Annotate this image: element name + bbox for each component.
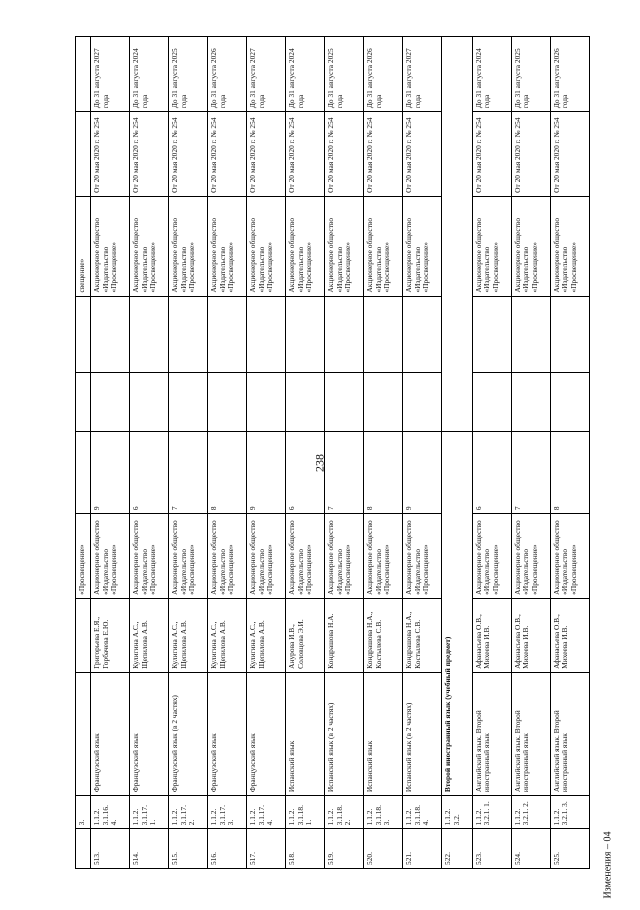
cell-publisher: Акционерное общество «Издательство «Просвещение» xyxy=(550,514,589,599)
cell-authors: Кондрашова Н.А., Костылева С.В. xyxy=(364,598,403,672)
cell-code: 1.1.2. 3.1.18. 3. xyxy=(364,796,403,829)
cell-num: 514. xyxy=(130,829,169,869)
table-row-continued xyxy=(76,37,91,869)
cell-order: От 20 мая 2020 г. № 254 xyxy=(130,112,169,197)
cell-class xyxy=(76,431,91,514)
cell-class: 6 xyxy=(130,431,169,514)
cell-authors xyxy=(76,598,91,672)
cell-empty xyxy=(550,296,589,372)
cell-publisher: Акционерное общество «Издательство «Просвещение» xyxy=(130,514,169,599)
footer-note xyxy=(600,820,616,910)
cell-empty xyxy=(472,296,511,372)
table-row xyxy=(364,37,403,869)
cell-empty xyxy=(76,296,91,372)
rotated-table-sheet xyxy=(75,36,590,869)
cell-publisher: Акционерное общество «Издательство «Просвещение» xyxy=(91,514,130,599)
cell-empty xyxy=(169,296,208,372)
cell-empty xyxy=(325,372,364,431)
cell-subject: Испанский язык xyxy=(364,672,403,795)
cell-date: До 31 августа 2027 года xyxy=(247,37,286,112)
cell-class: 7 xyxy=(511,431,550,514)
cell-publisher: Акционерное общество «Издательство «Просвещение» xyxy=(511,514,550,599)
cell-class: 6 xyxy=(472,431,511,514)
cell-num: 515. xyxy=(169,829,208,869)
cell-order: От 20 мая 2020 г. № 254 xyxy=(247,112,286,197)
cell-organization: свещение» xyxy=(76,196,91,296)
cell-class: 7 xyxy=(169,431,208,514)
cell-num: 518. xyxy=(286,829,325,869)
table-row xyxy=(247,37,286,869)
table-row xyxy=(403,37,442,869)
cell-authors: Кулигина А.С., Щепилова А.В. xyxy=(247,598,286,672)
cell-organization: Акционерное общество «Издательство «Просвещение» xyxy=(208,196,247,296)
cell-class: 8 xyxy=(208,431,247,514)
cell-num: 523. xyxy=(472,829,511,869)
cell-class: 9 xyxy=(247,431,286,514)
cell-organization: Акционерное общество «Издательство «Просвещение» xyxy=(511,196,550,296)
cell-date: До 31 августа 2024 года xyxy=(472,37,511,112)
cell-subject: Французский язык xyxy=(247,672,286,795)
section-title: Второй иностранный язык (учебный предмет) xyxy=(442,431,472,796)
cell-code: 1.1.2. 3.1.17. 3. xyxy=(208,796,247,829)
cell-code: 1.1.2. 3.1.18. 4. xyxy=(403,796,442,829)
cell-order: От 20 мая 2020 г. № 254 xyxy=(325,112,364,197)
cell-class: 9 xyxy=(403,431,442,514)
cell-code: 1.1.2. 3.2.1. 1. xyxy=(472,796,511,829)
page-number-text: 238 xyxy=(312,454,327,472)
cell-code: 1.1.2. 3.1.18. 1. xyxy=(286,796,325,829)
textbook-register-table xyxy=(75,36,590,869)
cell-subject: Французский язык (в 2 частях) xyxy=(169,672,208,795)
cell-empty xyxy=(130,372,169,431)
cell-publisher: Акционерное общество «Издательство «Просвещение» xyxy=(169,514,208,599)
cell-class: 6 xyxy=(286,431,325,514)
table-row xyxy=(208,37,247,869)
cell-organization: Акционерное общество «Издательство «Просвещение» xyxy=(130,196,169,296)
cell-publisher: Акционерное общество «Издательство «Просвещение» xyxy=(208,514,247,599)
cell-empty xyxy=(442,37,472,432)
cell-code: 1.1.2. 3.2.1. 3. xyxy=(550,796,589,829)
cell-empty xyxy=(208,372,247,431)
cell-organization: Акционерное общество «Издательство «Просвещение» xyxy=(169,196,208,296)
cell-empty xyxy=(91,296,130,372)
cell-empty xyxy=(130,296,169,372)
cell-date: До 31 августа 2026 года xyxy=(364,37,403,112)
cell-subject xyxy=(76,672,91,795)
cell-empty xyxy=(169,372,208,431)
cell-code: 1.1.2. 3.1.18. 2. xyxy=(325,796,364,829)
cell-code: 1.1.2. 3.2.1. 2. xyxy=(511,796,550,829)
cell-date: До 31 августа 2026 года xyxy=(550,37,589,112)
cell-authors: Афанасьева О.В., Михеева И.В. xyxy=(550,598,589,672)
cell-date: До 31 августа 2024 года xyxy=(286,37,325,112)
cell-publisher: Акционерное общество «Издательство «Просвещение» xyxy=(325,514,364,599)
cell-organization: Акционерное общество «Издательство «Просвещение» xyxy=(325,196,364,296)
cell-publisher: Акционерное общество «Издательство «Просвещение» xyxy=(364,514,403,599)
cell-class: 8 xyxy=(550,431,589,514)
cell-organization: Акционерное общество «Издательство «Просвещение» xyxy=(472,196,511,296)
cell-code: 1.1.2. 3.1.17. 4. xyxy=(247,796,286,829)
cell-organization: Акционерное общество «Издательство «Просвещение» xyxy=(364,196,403,296)
table-row xyxy=(130,37,169,869)
cell-authors: Анурова И.В., Соловцова Э.И. xyxy=(286,598,325,672)
cell-subject: Французский язык xyxy=(208,672,247,795)
cell-empty xyxy=(403,372,442,431)
cell-date: До 31 августа 2026 года xyxy=(208,37,247,112)
cell-code: 1.1.2. 3.1.17. 2. xyxy=(169,796,208,829)
table-row xyxy=(91,37,130,869)
cell-authors: Кулигина А.С., Щепилова А.В. xyxy=(130,598,169,672)
cell-authors: Кулигина А.С., Щепилова А.В. xyxy=(169,598,208,672)
cell-empty xyxy=(91,372,130,431)
cell-order: От 20 мая 2020 г. № 254 xyxy=(208,112,247,197)
cell-class: 9 xyxy=(91,431,130,514)
cell-order: От 20 мая 2020 г. № 254 xyxy=(403,112,442,197)
cell-num: 519. xyxy=(325,829,364,869)
cell-num: 521. xyxy=(403,829,442,869)
cell-order: От 20 мая 2020 г. № 254 xyxy=(472,112,511,197)
cell-date: До 31 августа 2027 года xyxy=(403,37,442,112)
cell-subject: Английский язык. Второй иностранный язык xyxy=(550,672,589,795)
cell-date xyxy=(76,37,91,112)
cell-empty xyxy=(208,296,247,372)
cell-code: 1.1.2. 3.1.16. 4. xyxy=(91,796,130,829)
cell-date: До 31 августа 2025 года xyxy=(325,37,364,112)
cell-order: От 20 мая 2020 г. № 254 xyxy=(169,112,208,197)
cell-class: 7 xyxy=(325,431,364,514)
cell-empty xyxy=(76,372,91,431)
cell-empty xyxy=(325,296,364,372)
cell-organization: Акционерное общество «Издательство «Просвещение» xyxy=(550,196,589,296)
cell-authors: Кулигина А.С., Щепилова А.В. xyxy=(208,598,247,672)
cell-organization: Акционерное общество «Издательство «Просвещение» xyxy=(403,196,442,296)
cell-organization: Акционерное общество «Издательство «Просвещение» xyxy=(91,196,130,296)
cell-authors: Афанасьева О.В., Михеева И.В. xyxy=(511,598,550,672)
table-row xyxy=(325,37,364,869)
cell-empty xyxy=(286,296,325,372)
cell-date: До 31 августа 2027 года xyxy=(91,37,130,112)
cell-publisher: Акционерное общество «Издательство «Просвещение» xyxy=(247,514,286,599)
cell-empty xyxy=(472,372,511,431)
cell-code: 3. xyxy=(76,796,91,829)
cell-empty xyxy=(511,372,550,431)
cell-num: 525. xyxy=(550,829,589,869)
cell-date: До 31 августа 2025 года xyxy=(511,37,550,112)
cell-empty xyxy=(286,372,325,431)
cell-num: 524. xyxy=(511,829,550,869)
cell-order: От 20 мая 2020 г. № 254 xyxy=(91,112,130,197)
cell-publisher: «Просвещение» xyxy=(76,514,91,599)
cell-subject: Французский язык xyxy=(130,672,169,795)
cell-subject: Испанский язык xyxy=(286,672,325,795)
cell-order: От 20 мая 2020 г. № 254 xyxy=(286,112,325,197)
cell-organization: Акционерное общество «Издательство «Просвещение» xyxy=(247,196,286,296)
cell-organization: Акционерное общество «Издательство «Просвещение» xyxy=(286,196,325,296)
cell-authors: Афанасьева О.В., Михеева И.В. xyxy=(472,598,511,672)
cell-empty xyxy=(364,372,403,431)
cell-publisher: Акционерное общество «Издательство «Просвещение» xyxy=(403,514,442,599)
section-row xyxy=(442,37,472,869)
footer-note-text: Изменения – 04 xyxy=(602,831,614,899)
table-row xyxy=(286,37,325,869)
cell-num: 517. xyxy=(247,829,286,869)
cell-num: 520. xyxy=(364,829,403,869)
cell-order xyxy=(76,112,91,197)
cell-authors: Кондрашова Н.А., Костылева С.В. xyxy=(403,598,442,672)
cell-empty xyxy=(247,372,286,431)
cell-date: До 31 августа 2025 года xyxy=(169,37,208,112)
cell-empty xyxy=(511,296,550,372)
cell-subject: Английский язык. Второй иностранный язык xyxy=(511,672,550,795)
cell-empty xyxy=(247,296,286,372)
cell-authors: Григорьева Е.Я., Горбачева Е.Ю. xyxy=(91,598,130,672)
cell-empty xyxy=(550,372,589,431)
cell-num xyxy=(76,829,91,869)
cell-code: 1.1.2. 3.2. xyxy=(442,796,472,829)
cell-class: 8 xyxy=(364,431,403,514)
cell-publisher: Акционерное общество «Издательство «Просвещение» xyxy=(472,514,511,599)
cell-publisher: Акционерное общество «Издательство «Просвещение» xyxy=(286,514,325,599)
cell-num: 522. xyxy=(442,829,472,869)
cell-subject: Французский язык xyxy=(91,672,130,795)
cell-empty xyxy=(403,296,442,372)
cell-num: 513. xyxy=(91,829,130,869)
cell-order: От 20 мая 2020 г. № 254 xyxy=(364,112,403,197)
table-row xyxy=(169,37,208,869)
cell-subject: Английский язык. Второй иностранный язык xyxy=(472,672,511,795)
cell-code: 1.1.2. 3.1.17. 1. xyxy=(130,796,169,829)
table-row xyxy=(472,37,511,869)
cell-subject: Испанский язык (в 2 частях) xyxy=(325,672,364,795)
table-row xyxy=(550,37,589,869)
cell-order: От 20 мая 2020 г. № 254 xyxy=(550,112,589,197)
cell-empty xyxy=(364,296,403,372)
table-row xyxy=(511,37,550,869)
cell-date: До 31 августа 2024 года xyxy=(130,37,169,112)
cell-authors: Кондрашова Н.А. xyxy=(325,598,364,672)
cell-order: От 20 мая 2020 г. № 254 xyxy=(511,112,550,197)
cell-subject: Испанский язык (в 2 частях) xyxy=(403,672,442,795)
cell-num: 516. xyxy=(208,829,247,869)
